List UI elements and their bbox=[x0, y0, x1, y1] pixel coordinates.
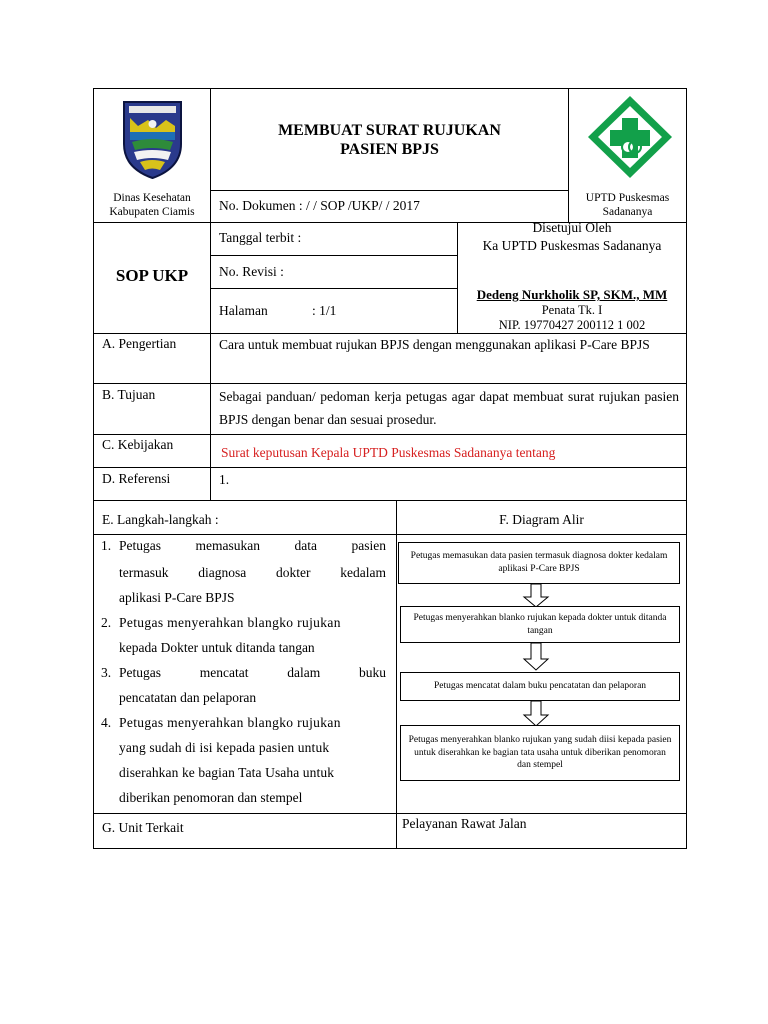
document-number: No. Dokumen : / / SOP /UKP/ / 2017 bbox=[219, 198, 420, 213]
step-line: yang sudah di isi kepada pasien untuk bbox=[119, 740, 330, 755]
page-label: Halaman bbox=[219, 303, 268, 318]
down-arrow-icon bbox=[522, 643, 550, 671]
step-number: 2. bbox=[101, 615, 112, 630]
page-subtitle: PASIEN BPJS bbox=[340, 141, 439, 158]
step-line: termasuk diagnosa dokter kedalam bbox=[119, 565, 386, 580]
ciamis-emblem-logo bbox=[120, 96, 185, 180]
approver-nip: NIP. 19770427 200112 1 002 bbox=[498, 318, 646, 332]
approver-name: Dedeng Nurkholik SP, SKM., MM bbox=[476, 287, 668, 302]
pengertian-text: Cara untuk membuat rujukan BPJS dengan menggunakan aplikasi P-Care BPJS bbox=[219, 337, 650, 352]
left-org-line1: Dinas Kesehatan bbox=[113, 192, 191, 204]
step-line: kepada Dokter untuk ditanda tangan bbox=[119, 640, 315, 655]
tujuan-text: Sebagai panduan/ pedoman kerja petugas agar dapat membuat surat rujukan pasien BPJS dengan benar dan sesuai prosedur. bbox=[219, 389, 679, 427]
left-org-line2: Kabupaten Ciamis bbox=[109, 206, 195, 218]
step-line: diberikan penomoran dan stempel bbox=[119, 790, 303, 805]
referensi-label: D. Referensi bbox=[102, 471, 171, 486]
kebijakan-text: Surat keputusan Kepala UPTD Puskesmas Sadananya tentang bbox=[221, 445, 556, 460]
related-unit-text: Pelayanan Rawat Jalan bbox=[402, 816, 527, 831]
right-org-line1: UPTD Puskesmas bbox=[585, 192, 670, 204]
flow-box: Petugas menyerahkan blanko rujukan kepada dokter untuk ditanda tangan bbox=[400, 606, 680, 643]
step-line: Petugas memasukan data pasien bbox=[119, 538, 386, 553]
sop-label: SOP UKP bbox=[115, 266, 189, 285]
down-arrow-icon bbox=[522, 701, 550, 727]
flow-box: Petugas mencatat dalam buku pencatatan dan pelaporan bbox=[400, 672, 680, 701]
approver-rank: Penata Tk. I bbox=[541, 303, 603, 317]
related-unit-label: G. Unit Terkait bbox=[102, 820, 184, 835]
step-number: 3. bbox=[101, 665, 112, 680]
flow-box: Petugas memasukan data pasien termasuk diagnosa dokter kedalam aplikasi P-Care BPJS bbox=[398, 542, 680, 584]
approval-role: Ka UPTD Puskesmas Sadananya bbox=[482, 238, 662, 253]
page-title: MEMBUAT SURAT RUJUKAN bbox=[278, 122, 501, 139]
step-number: 4. bbox=[101, 715, 112, 730]
down-arrow-icon bbox=[522, 584, 550, 608]
pengertian-label: A. Pengertian bbox=[102, 336, 177, 351]
flow-box: Petugas menyerahkan blanko rujukan yang sudah diisi kepada pasien untuk diserahkan ke bagian tata usaha untuk diberikan penomoran dan stempel bbox=[400, 725, 680, 781]
puskesmas-logo bbox=[584, 94, 676, 180]
right-org-line2: Sadananya bbox=[602, 206, 653, 218]
flowchart-heading: F. Diagram Alir bbox=[499, 512, 584, 527]
step-line: Petugas menyerahkan blangko rujukan bbox=[119, 715, 341, 730]
step-line: diserahkan ke bagian Tata Usaha untuk bbox=[119, 765, 335, 780]
step-line: aplikasi P-Care BPJS bbox=[119, 590, 235, 605]
step-line: Petugas mencatat dalam buku bbox=[119, 665, 386, 680]
revision-label: No. Revisi : bbox=[219, 264, 284, 279]
step-line: Petugas menyerahkan blangko rujukan bbox=[119, 615, 341, 630]
steps-heading: E. Langkah-langkah : bbox=[102, 512, 219, 527]
issue-date-label: Tanggal terbit : bbox=[219, 230, 302, 245]
kebijakan-label: C. Kebijakan bbox=[102, 437, 174, 452]
step-number: 1. bbox=[101, 538, 112, 553]
step-line: pencatatan dan pelaporan bbox=[119, 690, 257, 705]
approval-title: Disetujui Oleh bbox=[532, 220, 612, 235]
page-value: : 1/1 bbox=[312, 303, 337, 318]
referensi-text: 1. bbox=[219, 472, 230, 487]
tujuan-label: B. Tujuan bbox=[102, 387, 156, 402]
